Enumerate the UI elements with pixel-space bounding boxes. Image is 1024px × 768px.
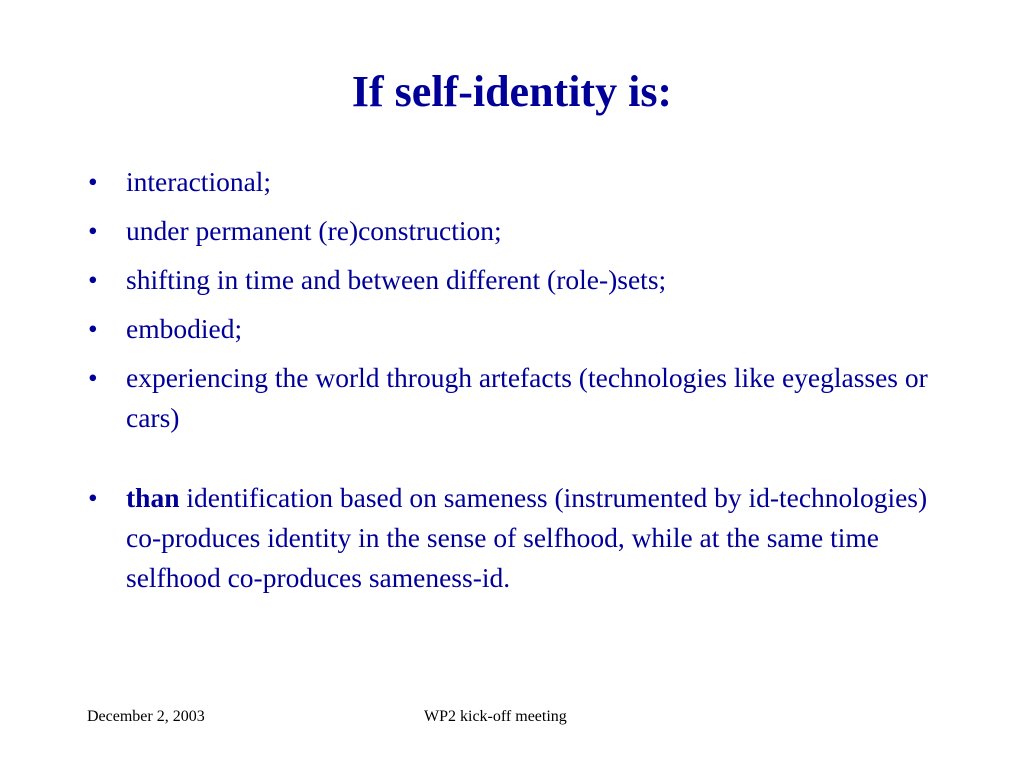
- conclusion-item: [88, 478, 948, 598]
- bullet-icon: •: [88, 264, 98, 295]
- footer-date: December 2, 2003: [87, 708, 205, 725]
- bullet-list: [88, 162, 948, 607]
- bullet-icon: •: [88, 166, 98, 197]
- conclusion-text: identification based on sameness (instrumented by id-technologies) co-produces identity in the sense of selfhood, while at the same time selfhood co-produces sameness-id.: [126, 482, 928, 593]
- bullet-text: under permanent (re)construction;: [126, 215, 502, 246]
- list-item: [88, 358, 948, 438]
- bullet-text: shifting in time and between different (role-)sets;: [126, 264, 667, 295]
- list-item: [88, 162, 948, 202]
- bullet-text: interactional;: [126, 166, 272, 197]
- list-item: [88, 211, 948, 251]
- list-item: [88, 309, 948, 349]
- bullet-icon: •: [88, 313, 98, 344]
- bullet-text: embodied;: [126, 313, 243, 344]
- bullet-icon: •: [88, 362, 98, 393]
- bullet-icon: •: [88, 215, 98, 246]
- bullet-text: experiencing the world through artefacts (technologies like eyeglasses or cars): [126, 362, 928, 433]
- conclusion-lead: than: [126, 482, 180, 513]
- bullet-icon: •: [88, 482, 98, 513]
- slide-title: If self-identity is:: [351, 67, 673, 116]
- list-item: [88, 260, 948, 300]
- footer-meeting-title: WP2 kick-off meeting: [424, 708, 567, 725]
